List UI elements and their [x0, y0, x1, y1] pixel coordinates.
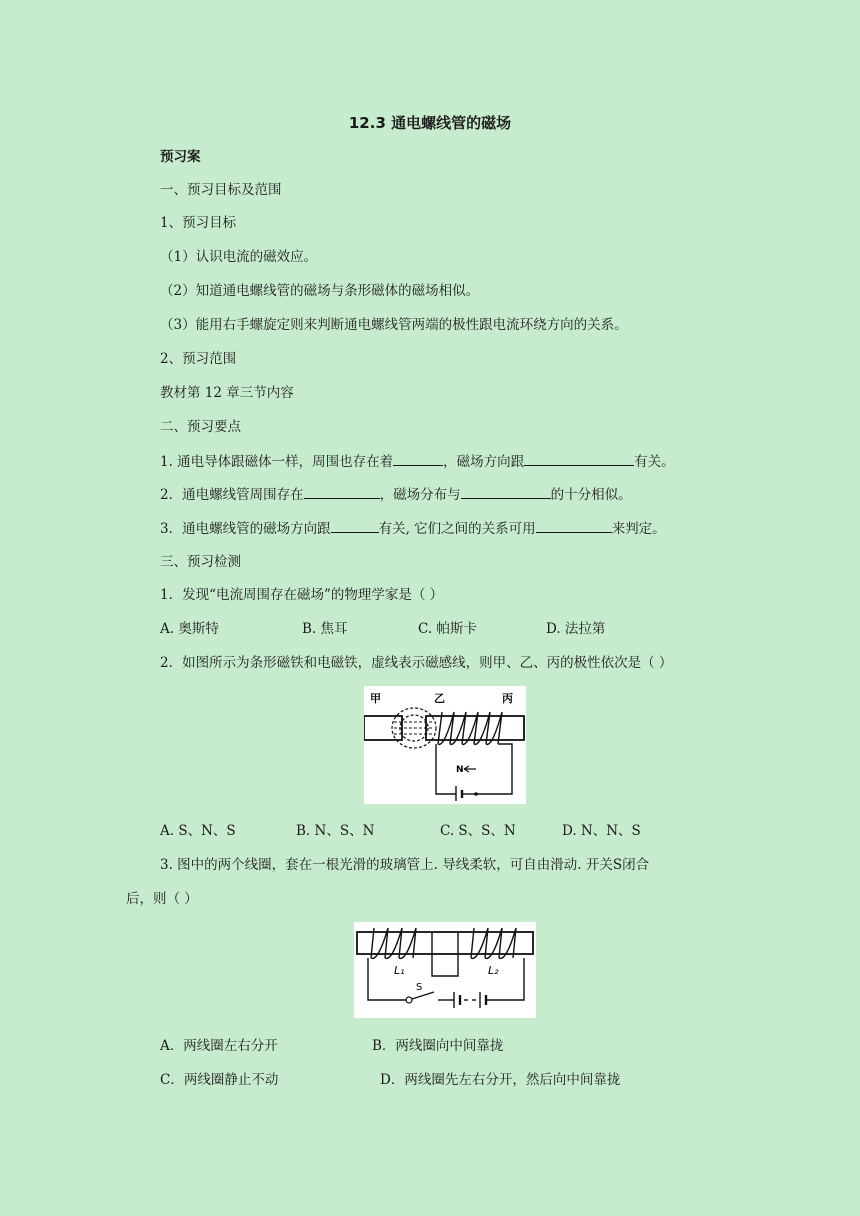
- key-point-2-text-b: ，磁场分布与: [379, 487, 461, 503]
- key-point-1-text-c: 有关。: [634, 454, 675, 470]
- key-point-2-text-c: 的十分相似。: [550, 487, 632, 503]
- goal-item: （2）知道通电螺线管的磁场与条形磁体的磁场相似。: [160, 283, 480, 299]
- key-point-1: [160, 451, 675, 472]
- figure-magnets: [364, 686, 526, 804]
- question-2-stem: 2．如图所示为条形磁铁和电磁铁，虚线表示磁感线，则甲、乙、丙的极性依次是（ ）: [160, 655, 673, 671]
- switch-icon: [406, 997, 412, 1003]
- question-3-option-c[interactable]: C．两线圈静止不动: [160, 1072, 279, 1088]
- coil-l2-label: L₂: [488, 964, 499, 977]
- part3-heading: 三、预习检测: [160, 554, 241, 570]
- goal-item: （1）认识电流的磁效应。: [160, 249, 318, 265]
- label-bing: 丙: [502, 692, 513, 705]
- goal-heading: 1、预习目标: [160, 215, 237, 231]
- range-text: 教材第 12 章三节内容: [160, 385, 294, 401]
- key-point-3-text-b: 有关, 它们之间的关系可用: [378, 521, 536, 537]
- part2-heading: 二、预习要点: [160, 419, 241, 435]
- question-1-stem: 1．发现“电流周围存在磁场”的物理学家是（ ）: [160, 587, 444, 603]
- question-3-stem-line2: 后，则（ ）: [126, 891, 198, 907]
- fill-blank[interactable]: [304, 484, 380, 499]
- compass-arrow-icon: [464, 766, 476, 772]
- question-3-option-b[interactable]: B．两线圈向中间靠拢: [372, 1038, 504, 1054]
- fill-blank[interactable]: [536, 518, 612, 533]
- range-heading: 2、预习范围: [160, 351, 237, 367]
- fill-blank[interactable]: [393, 451, 443, 466]
- label-yi: 乙: [434, 692, 445, 705]
- key-point-3-text-c: 来判定。: [611, 521, 666, 537]
- question-1-option-c[interactable]: C. 帕斯卡: [418, 621, 477, 637]
- part1-heading: 一、预习目标及范围: [160, 182, 282, 198]
- switch-s-label: S: [416, 982, 423, 993]
- question-2-option-d[interactable]: D. N、N、S: [562, 823, 641, 839]
- coil-diagram: [354, 922, 536, 1018]
- question-2-option-a[interactable]: A. S、N、S: [160, 823, 236, 839]
- question-3-option-a[interactable]: A．两线圈左右分开: [160, 1038, 278, 1054]
- label-jia: 甲: [370, 692, 381, 705]
- coil-l1-label: L₁: [394, 964, 405, 977]
- figure-coils: [354, 922, 536, 1018]
- key-point-1-text-b: ，磁场方向跟: [443, 454, 525, 470]
- key-point-1-text-a: 1. 通电导体跟磁体一样，周围也存在着: [160, 454, 394, 470]
- key-point-3: [160, 518, 666, 539]
- question-2-option-b[interactable]: B. N、S、N: [296, 823, 375, 839]
- question-2-option-c[interactable]: C. S、S、N: [440, 823, 516, 839]
- key-point-2: [160, 484, 632, 505]
- fill-blank[interactable]: [461, 484, 551, 499]
- question-3-option-d[interactable]: D．两线圈先左右分开，然后向中间靠拢: [380, 1072, 621, 1088]
- page-title: 12.3 通电螺线管的磁场: [348, 114, 512, 132]
- magnet-diagram: [364, 686, 526, 804]
- goal-item: （3）能用右手螺旋定则来判断通电螺线管两端的极性跟电流环绕方向的关系。: [160, 317, 628, 333]
- fill-blank[interactable]: [331, 518, 379, 533]
- key-point-2-text-a: 2．通电螺线管周围存在: [160, 487, 304, 503]
- question-1-option-a[interactable]: A. 奥斯特: [160, 621, 219, 637]
- section-preview-label: 预习案: [160, 149, 201, 165]
- compass-n-label: N: [456, 765, 464, 775]
- key-point-3-text-a: 3．通电螺线管的磁场方向跟: [160, 521, 331, 537]
- question-1-option-b[interactable]: B. 焦耳: [302, 621, 348, 637]
- question-1-option-d[interactable]: D. 法拉第: [546, 621, 606, 637]
- fill-blank[interactable]: [524, 451, 634, 466]
- question-3-stem-line1: 3. 图中的两个线圈，套在一根光滑的玻璃管上. 导线柔软，可自由滑动. 开关S闭合: [160, 857, 650, 873]
